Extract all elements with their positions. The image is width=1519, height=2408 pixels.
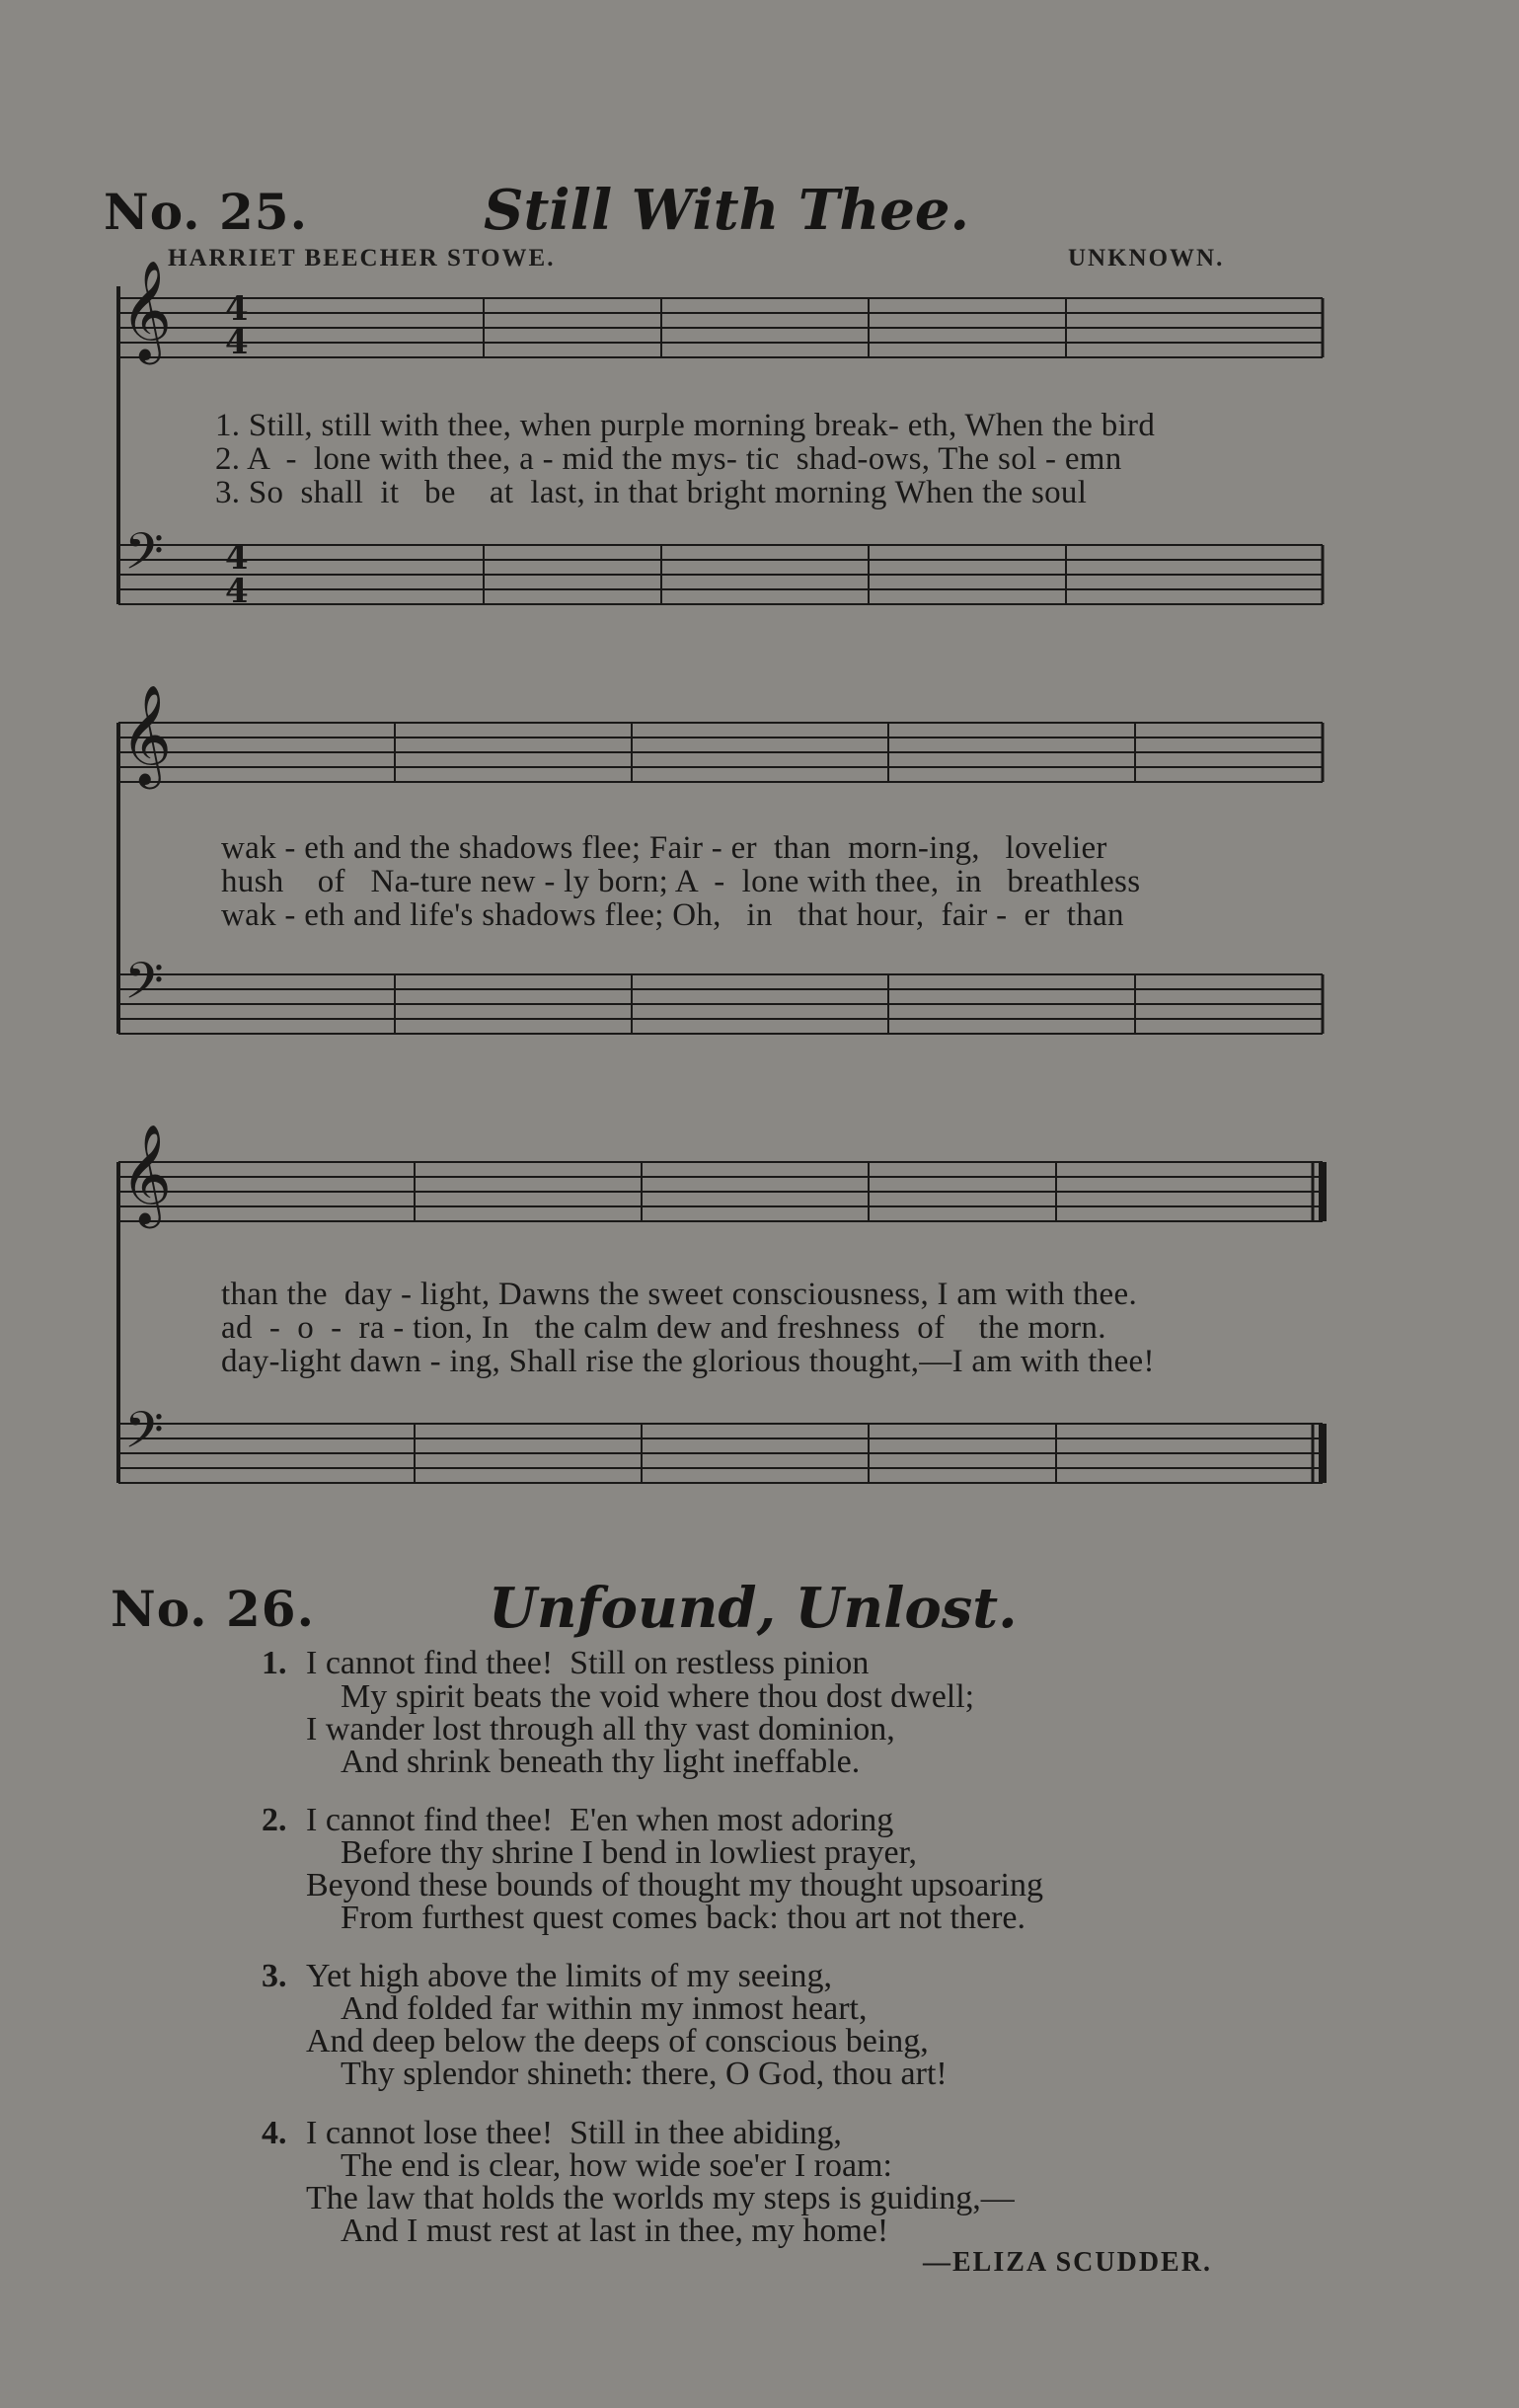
verse-4-line-4: And I must rest at last in thee, my home! xyxy=(341,2213,889,2249)
verse-3-line-1: Yet high above the limits of my seeing, xyxy=(306,1958,832,1994)
verse-1-line-1: I cannot find thee! Still on restless pinion xyxy=(306,1645,870,1681)
verse-1-line-2: My spirit beats the void where thou dost dwell; xyxy=(341,1678,975,1715)
system-1-bass-time-top: 4 xyxy=(225,538,249,578)
verse-1-number: 1. xyxy=(262,1645,287,1681)
verse-4-line-2: The end is clear, how wide soe'er I roam: xyxy=(341,2147,892,2184)
system-1-bass-staff xyxy=(118,533,1332,622)
hymn-26-author: —ELIZA SCUDDER. xyxy=(923,2247,1212,2278)
system-1-lyric-verse-3: 3. So shall it be at last, in that bright morning When the soul xyxy=(215,475,1088,510)
hymn-25-composer: UNKNOWN. xyxy=(1068,245,1225,272)
system-1-time-top: 4 xyxy=(225,289,249,329)
verse-2-line-2: Before thy shrine I bend in lowliest prayer, xyxy=(341,1834,918,1871)
system-2-treble-staff xyxy=(118,711,1332,800)
system-3-treble-staff xyxy=(118,1150,1332,1239)
system-3-lyric-verse-2: ad - o - ra - tion, In the calm dew and freshness of the morn. xyxy=(221,1310,1106,1346)
verse-1-line-3: I wander lost through all thy vast dominion, xyxy=(306,1711,895,1748)
verse-1-line-4: And shrink beneath thy light ineffable. xyxy=(341,1744,861,1780)
system-2-bass-clef: 𝄢 xyxy=(124,951,164,1023)
hymn-25-title: Still With Thee. xyxy=(484,178,970,243)
system-2-lyric-verse-3: wak - eth and life's shadows flee; Oh, in that hour, fair - er than xyxy=(221,897,1124,933)
verse-3-line-4: Thy splendor shineth: there, O God, thou art! xyxy=(341,2056,948,2092)
system-1-lyric-verse-1: 1. Still, still with thee, when purple morning break- eth, When the bird xyxy=(215,408,1156,443)
verse-3-line-3: And deep below the deeps of conscious being, xyxy=(306,2023,929,2059)
system-2-bass-staff xyxy=(118,963,1332,1051)
system-1-time-bottom: 4 xyxy=(225,323,249,362)
system-3-bass-staff xyxy=(118,1412,1332,1501)
hymn-26-title: Unfound, Unlost. xyxy=(489,1576,1018,1641)
verse-2-line-3: Beyond these bounds of thought my thought upsoaring xyxy=(306,1867,1044,1903)
verse-2-number: 2. xyxy=(262,1802,287,1838)
verse-3-number: 3. xyxy=(262,1958,287,1994)
system-1-treble-clef: 𝄞 xyxy=(120,259,173,360)
system-1-lyric-verse-2: 2. A - lone with thee, a - mid the mys- tic shad-ows, The sol - emn xyxy=(215,441,1122,477)
system-2-lyric-verse-1: wak - eth and the shadows flee; Fair - er than morn-ing, lovelier xyxy=(221,830,1107,866)
system-3-lyric-verse-1: than the day - light, Dawns the sweet consciousness, I am with thee. xyxy=(221,1277,1137,1312)
hymn-26-number: No. 26. xyxy=(111,1580,315,1638)
verse-2-line-4: From furthest quest comes back: thou art not there. xyxy=(341,1900,1025,1936)
hymn-25-lyricist: HARRIET BEECHER STOWE. xyxy=(168,245,556,272)
system-2-treble-clef: 𝄞 xyxy=(120,683,173,785)
system-3-bass-clef: 𝄢 xyxy=(124,1400,164,1472)
system-2-lyric-verse-2: hush of Na-ture new - ly born; A - lone with thee, in breathless xyxy=(221,864,1141,899)
verse-3-line-2: And folded far within my inmost heart, xyxy=(341,1990,868,2027)
system-1-bass-clef: 𝄢 xyxy=(124,521,164,593)
hymn-25-number: No. 25. xyxy=(104,183,308,241)
system-1-bass-time-bottom: 4 xyxy=(225,572,249,611)
system-3-lyric-verse-3: day-light dawn - ing, Shall rise the glorious thought,—I am with thee! xyxy=(221,1344,1155,1379)
verse-2-line-1: I cannot find thee! E'en when most adoring xyxy=(306,1802,894,1838)
verse-4-line-3: The law that holds the worlds my steps is guiding,— xyxy=(306,2180,1015,2216)
verse-4-number: 4. xyxy=(262,2115,287,2151)
system-1-treble-staff xyxy=(118,286,1332,375)
system-3-treble-clef: 𝄞 xyxy=(120,1123,173,1224)
verse-4-line-1: I cannot lose thee! Still in thee abiding, xyxy=(306,2115,842,2151)
